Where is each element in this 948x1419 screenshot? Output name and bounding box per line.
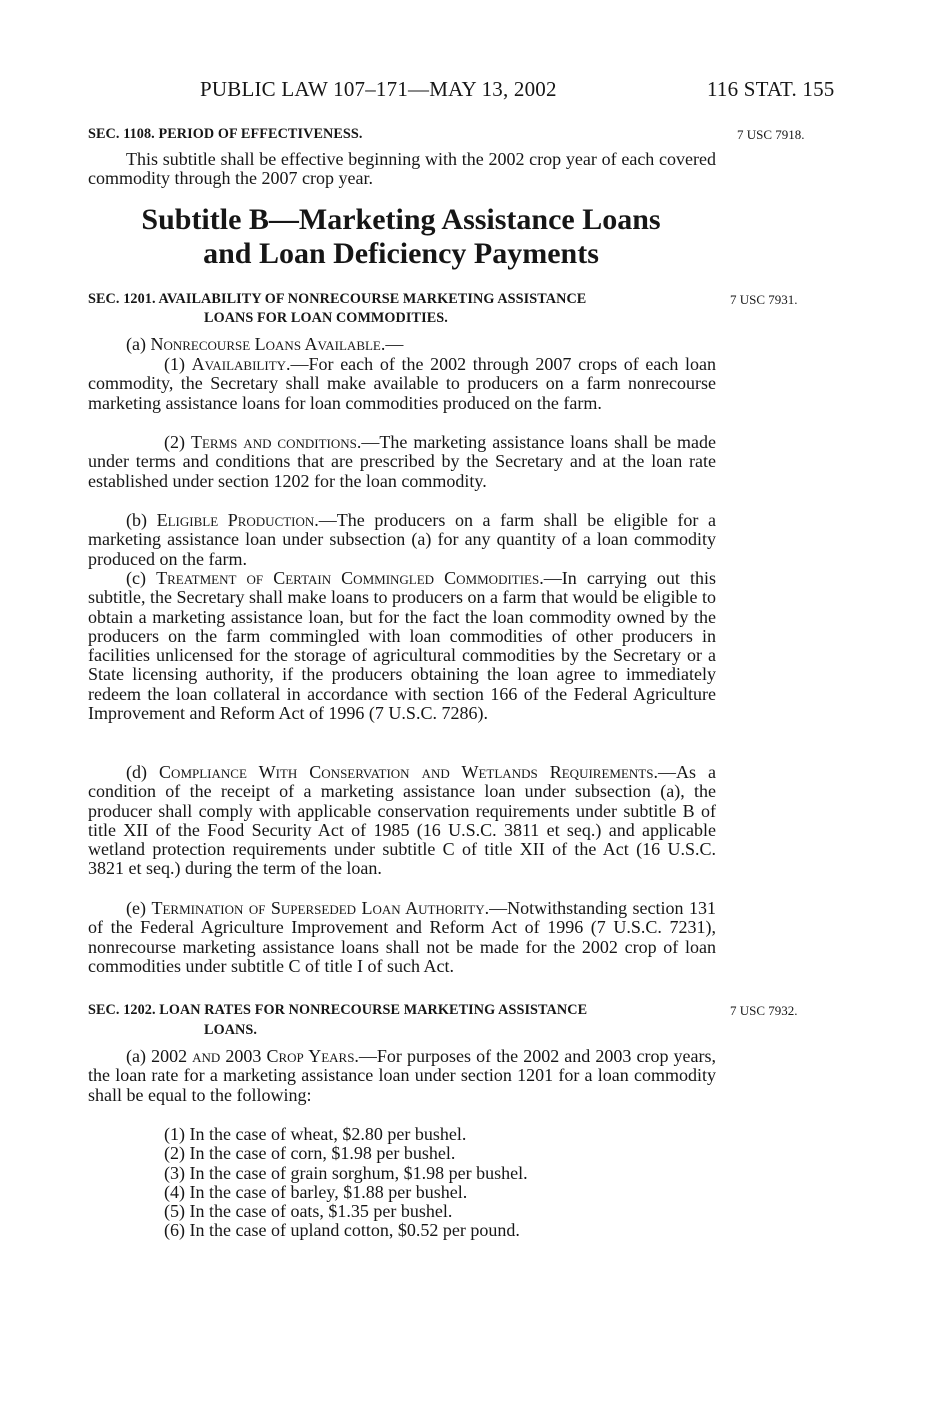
- subsection-label: (b): [126, 510, 147, 530]
- running-head: PUBLIC LAW 107–171—MAY 13, 2002: [200, 77, 557, 101]
- subsection-label: (d): [126, 762, 147, 782]
- subtitle-heading-line-2: and Loan Deficiency Payments: [203, 237, 599, 270]
- subsection-text: —Notwithstanding section 131 of the Federal Agriculture Improvement and Reform Act of 1996 (7 U.S.C. 7231), nonrecourse marketing assistance loans shall not be made for the 2002 crop of loan commodities under subtitle C of title I of such Act.: [88, 898, 717, 976]
- subsection-label: (a): [126, 1046, 146, 1066]
- paragraph-1201-a-2: [88, 433, 716, 491]
- subsection-1201-a: [88, 335, 716, 354]
- subsection-1201-b: [88, 511, 716, 569]
- section-1201-heading-line-1: SEC. 1201. AVAILABILITY OF NONRECOURSE MARKETING ASSISTANCE: [88, 291, 587, 307]
- subsection-1201-d: [88, 763, 716, 879]
- loan-rate-item: (3) In the case of grain sorghum, $1.98 per bushel.: [164, 1162, 528, 1183]
- subsection-text: —The producers on a farm shall be eligible for a marketing assistance loan under subsection (a) for any quantity of a loan commodity produced on the farm.: [88, 510, 716, 569]
- loan-rate-item: (5) In the case of oats, $1.35 per bushel.: [164, 1201, 453, 1222]
- subsection-label: (e): [126, 898, 146, 918]
- paragraph-heading: Terms and conditions.: [190, 432, 362, 452]
- subsection-1202-a: [88, 1047, 716, 1105]
- section-1108-heading: SEC. 1108. PERIOD OF EFFECTIVENESS.: [88, 126, 363, 142]
- paragraph-heading: Availability.: [191, 354, 291, 374]
- subsection-heading: Treatment of Certain Commingled Commodities.: [156, 568, 544, 588]
- paragraph-text: —For each of the 2002 through 2007 crops of each loan commodity, the Secretary shall make available to producers on a farm nonrecourse marketing assistance loans for loan commodities produced on the farm.: [88, 354, 717, 413]
- section-1202-heading-line-2: LOANS.: [204, 1022, 258, 1038]
- subsection-heading: Termination of Superseded Loan Authority.: [151, 898, 490, 918]
- loan-rate-item: (1) In the case of wheat, $2.80 per bushel.: [164, 1124, 467, 1144]
- subsection-heading: Compliance With Conservation and Wetlands Requirements.: [159, 762, 658, 782]
- loan-rate-list: [164, 1125, 528, 1241]
- subsection-heading: 2002 and 2003 Crop Years.: [151, 1046, 359, 1066]
- loan-rate-item: (6) In the case of upland cotton, $0.52 per pound.: [164, 1220, 520, 1241]
- subsection-text: —For purposes of the 2002 and 2003 crop years, the loan rate for a marketing assistance loan under section 1201 for a loan commodity shall be equal to the following:: [88, 1046, 716, 1105]
- loan-rate-item: (4) In the case of barley, $1.88 per bushel.: [164, 1181, 468, 1202]
- section-1108-text: This subtitle shall be effective beginning with the 2002 crop year of each covered commodity through the 2007 crop year.: [88, 149, 716, 189]
- section-1201-usc-note: 7 USC 7931.: [730, 292, 798, 307]
- section-1108-usc-note: 7 USC 7918.: [737, 127, 805, 142]
- subsection-heading: Eligible Production.: [156, 510, 319, 530]
- subsection-1201-c: [88, 569, 716, 723]
- page-reference: 116 STAT. 155: [707, 77, 835, 101]
- subsection-text: —In carrying out this subtitle, the Secretary shall make loans to producers on a farm that would be eligible to obtain a marketing assistance loan, but for the fact the loan commodity owned by the producers on the farm commingled with loan commodities of other producers in facilities unlicensed for the storage of agricultural commodities by the Secretary or a State licensing authority, if the producers obtaining the loan agree to immediately redeem the loan collateral in accordance with section 166 of the Federal Agriculture Improvement and Reform Act of 1996 (7 U.S.C. 7286).: [88, 568, 717, 724]
- section-1202-usc-note: 7 USC 7932.: [730, 1003, 798, 1018]
- paragraph-label: (1): [164, 354, 185, 374]
- loan-rate-item: (2) In the case of corn, $1.98 per bushel.: [164, 1143, 456, 1164]
- subsection-label: (c): [126, 568, 146, 588]
- subtitle-heading-line-1: Subtitle B—Marketing Assistance Loans: [141, 203, 661, 236]
- paragraph-1201-a-1: [88, 355, 716, 413]
- section-1202-heading-line-1: SEC. 1202. LOAN RATES FOR NONRECOURSE MARKETING ASSISTANCE: [88, 1002, 588, 1018]
- section-1201-heading-line-2: LOANS FOR LOAN COMMODITIES.: [204, 310, 448, 326]
- subsection-heading: Nonrecourse Loans Available.—: [150, 334, 404, 354]
- subsection-label: (a): [126, 334, 146, 354]
- subsection-1201-e: [88, 899, 716, 976]
- paragraph-label: (2): [164, 432, 185, 452]
- subsection-text: —As a condition of the receipt of a marketing assistance loan under subsection (a), the producer shall comply with applicable conservation requirements under subtitle B of title XII of the Food Security Act of 1985 (16 U.S.C. 3811 et seq.) and applicable wetland protection requirements under subtitle C of title XII of the Act (16 U.S.C. 3821 et seq.) during the term of the loan.: [88, 762, 716, 879]
- paragraph-text: —The marketing assistance loans shall be made under terms and conditions that are prescribed by the Secretary and at the loan rate established under section 1202 for the loan commodity.: [88, 432, 716, 491]
